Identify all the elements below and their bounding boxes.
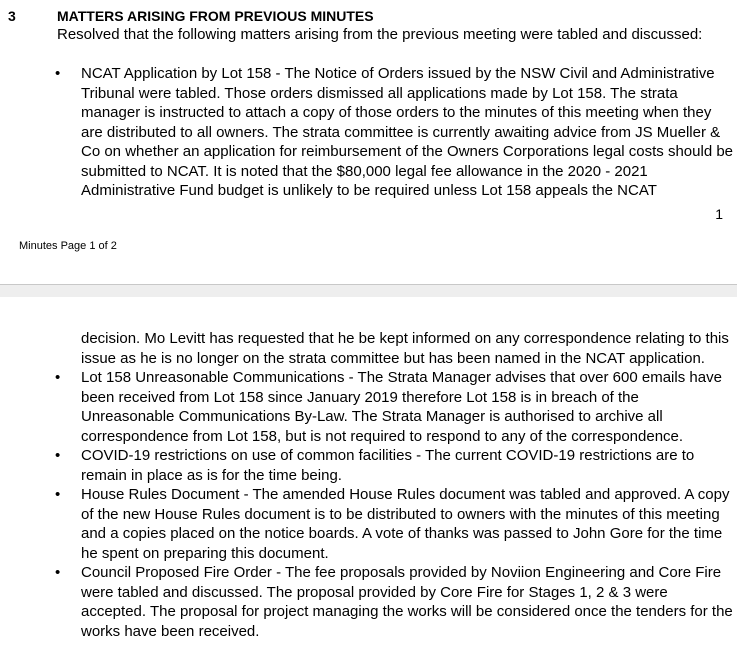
list-item (55, 446, 735, 485)
list-item-text: COVID-19 restrictions on use of common facilities - The current COVID-19 restrictions are to remain in place as is for the time being. (81, 447, 695, 484)
list-item (55, 64, 735, 201)
bullet-icon: • (55, 65, 61, 82)
section-intro: Resolved that the following matters arising from the previous meeting were tabled and discussed: (57, 26, 703, 43)
bullet-icon: • (55, 486, 61, 503)
document-page-1 (0, 0, 737, 284)
bullet-icon: • (55, 369, 61, 386)
list-item (55, 485, 735, 563)
list-item (55, 563, 735, 641)
page-break-divider (0, 284, 737, 298)
page-footer: Minutes Page 1 of 2 (19, 240, 117, 252)
list-item-text: NCAT Application by Lot 158 - The Notice of Orders issued by the NSW Civil and Administrative Tribunal were tabled. Those orders dismissed all applications made by Lot 158. The strata manager is instructed to attach a copy of those orders to the minutes of this meeting when they are distributed to all owners. The strata committee is currently awaiting advice from JS Mueller & Co on whether an application for reimbursement of the Owners Corporations legal costs should be submitted to NCAT. It is noted that the $80,000 legal fee allowance in the 2020 - 2021 Administrative Fund budget is unlikely to be required unless Lot 158 appeals the NCAT (81, 65, 734, 199)
document-page-2 (0, 297, 737, 648)
section-title: MATTERS ARISING FROM PREVIOUS MINUTES (57, 8, 374, 24)
list-item-text: Lot 158 Unreasonable Communications - The Strata Manager advises that over 600 emails have been received from Lot 158 since January 2019 therefore Lot 158 is in breach of the Unreasonable Communications By-Law. The Strata Manager is authorised to archive all correspondence from Lot 158, but is not required to respond to any of the correspondence. (81, 369, 722, 445)
list-item-text: Council Proposed Fire Order - The fee proposals provided by Noviion Engineering and Core Fire were tabled and discussed. The proposal provided by Core Fire for Stages 1, 2 & 3 were accepted. The proposal for project managing the works will be considered once the tenders for the works have been received. (81, 564, 733, 640)
page-number: 1 (715, 206, 723, 222)
bullet-icon: • (55, 447, 61, 464)
bullet-icon: • (55, 564, 61, 581)
continued-paragraph: decision. Mo Levitt has requested that he be kept informed on any correspondence relating to this issue as he is no longer on the strata committee but has been named in the NCAT application. (81, 330, 729, 367)
matters-list-page-2 (55, 368, 735, 641)
list-item-text: House Rules Document - The amended House Rules document was tabled and approved. A copy of the new House Rules document is to be distributed to owners with the minutes of this meeting and a copies placed on the notice boards. A vote of thanks was passed to John Gore for the time he spent on preparing this document. (81, 486, 730, 562)
section-number: 3 (8, 8, 16, 24)
matters-list-page-1 (55, 64, 735, 201)
list-item (55, 368, 735, 446)
